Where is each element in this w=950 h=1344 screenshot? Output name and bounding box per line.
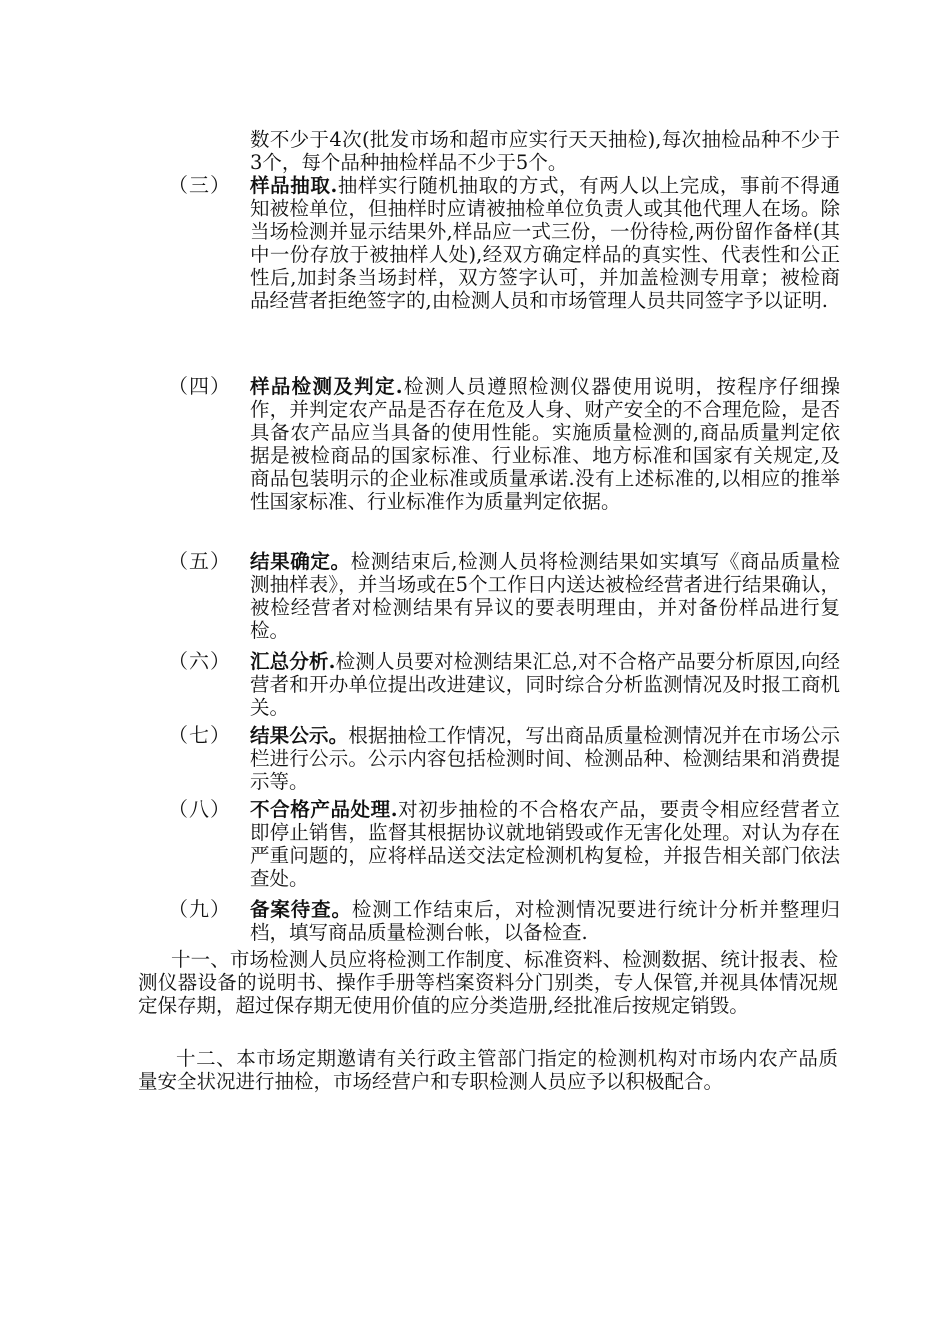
item-body — [250, 724, 840, 793]
item-body — [250, 174, 840, 312]
item-text: 检测人员要对检测结果汇总,对不合格产品要分析原因,向经营者和开办单位提出改进建议，同时综合分析监测情况及时报工商机关。 — [250, 650, 840, 719]
paragraph-12: 十二、本市场定期邀请有关行政主管部门指定的检测机构对市场内农产品质量安全状况进行抽检，市场经营户和专职检测人员应予以积极配合。 — [138, 1047, 838, 1093]
item-number: （四） — [168, 374, 231, 398]
item-number: （三） — [168, 173, 231, 197]
item-text: 检测结束后,检测人员将检测结果如实填写《商品质量检测抽样表》，并当场或在5个工作日内送达被检经营者进行结果确认，被检经营者对检测结果有异议的要表明理由，并对备份样品进行复检。 — [250, 550, 840, 642]
item-number: （八） — [168, 797, 231, 821]
item-body — [250, 898, 840, 944]
item-number: （七） — [168, 723, 231, 747]
item-title: 汇总分析. — [250, 650, 336, 673]
item-text: 根据抽检工作情况，写出商品质量检测情况并在市场公示栏进行公示。公示内容包括检测时间、检测品种、检测结果和消费提示等。 — [250, 724, 840, 793]
item-text: 对初步抽检的不合格农产品，要责令相应经营者立即停止销售，监督其根据协议就地销毁或作无害化处理。对认为存在严重问题的，应将样品送交法定检测机构复检，并报告相关部门依法查处。 — [250, 798, 840, 890]
item-number: （五） — [168, 549, 231, 573]
item-title: 结果公示。 — [250, 724, 349, 747]
item-body — [250, 375, 840, 513]
item-body — [250, 550, 840, 642]
item-title: 样品检测及判定. — [250, 375, 403, 398]
item-title: 结果确定。 — [250, 550, 351, 573]
item-body — [250, 650, 840, 719]
item-title: 不合格产品处理. — [250, 798, 398, 821]
item-number: （九） — [168, 897, 231, 921]
item-number: （六） — [168, 649, 231, 673]
item-text: 检测工作结束后，对检测情况要进行统计分析并整理归档，填写商品质量检测台帐，以备检查. — [250, 898, 840, 944]
paragraph-11: 十一、市场检测人员应将检测工作制度、标准资料、检测数据、统计报表、检测仪器设备的说明书、操作手册等档案资料分门别类，专人保管,并视具体情况规定保存期，超过保存期无使用价值的应分类造册,经批准后按规定销毁。 — [138, 948, 838, 1017]
item-title: 样品抽取. — [250, 174, 338, 197]
item-text: 抽样实行随机抽取的方式，有两人以上完成，事前不得通知被检单位，但抽样时应请被抽检单位负责人或其他代理人在场。除当场检测并显示结果外,样品应一式三份，一份待检,两份留作备样(其中一份存放于被抽样人处),经双方确定样品的真实性、代表性和公正性后,加封条当场封样，双方签字认可，并加盖检测专用章；被检商品经营者拒绝签字的,由检测人员和市场管理人员共同签字予以证明. — [250, 174, 840, 312]
intro-text: 数不少于4次(批发市场和超市应实行天天抽检),每次抽检品种不少于3个，每个品种抽检样品不少于5个。 — [250, 128, 840, 174]
item-body — [250, 798, 840, 890]
item-text: 检测人员遵照检测仪器使用说明，按程序仔细操作，并判定农产品是否存在危及人身、财产安全的不合理危险，是否具备农产品应当具备的使用性能。实施质量检测的,商品质量判定依据是被检商品的国家标准、行业标准、地方标准和国家有关规定,及商品包装明示的企业标准或质量承诺.没有上述标准的,以相应的推举性国家标准、行业标准作为质量判定依据。 — [250, 375, 840, 513]
item-title: 备案待查。 — [250, 898, 352, 921]
